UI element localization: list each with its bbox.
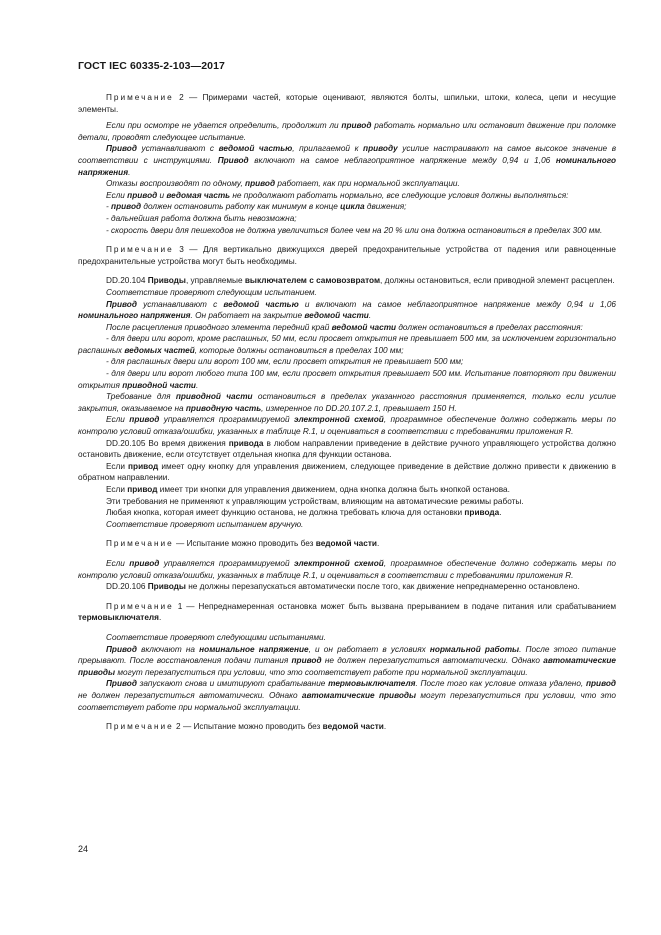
paragraph-4: Отказы воспроизводят по одному, привод работает, как при нормальной эксплуатации. — [106, 179, 460, 189]
paragraph-1: Примечание 2 — Примерами частей, которые оценивают, являются болты, шпильки, штоки, колеса, цепи и несущие элементы. — [78, 93, 616, 114]
paragraph-25: Примечание — Испытание можно проводить без ведомой части. — [106, 539, 380, 549]
paragraph-15: - для распашных двери или ворот 100 мм, если просвет открытия не превышает 500 мм; — [106, 357, 464, 367]
document-body — [78, 92, 616, 733]
paragraph-23: Любая кнопка, которая имеет функцию останова, не должна требовать ключа для остановки привода. — [106, 508, 502, 518]
paragraph-27: DD.20.106 Приводы не должны перезапускаться автоматически после того, как движение непреднамеренно остановлено. — [106, 582, 580, 592]
page-header-title: ГОСТ IEC 60335-2-103—2017 — [78, 60, 225, 72]
paragraph-13: После расцепления приводного элемента передний край ведомой части должен остановиться в пределах расстояния: — [106, 322, 583, 332]
paragraph-24: Соответствие проверяют испытанием вручную. — [106, 519, 304, 529]
paragraph-30: Привод включают на номинальное напряжение, и он работает в условиях нормальной работы. После этого питание прерывают. После восстановления подачи питания привод не должен перезапуститься автоматически. Однако автоматические приводы могут перезапуститься при условии, что это соответствует работе при нормальной эксплуатации. — [78, 644, 616, 677]
paragraph-2: Если при осмотре не удается определить, продолжит ли привод работать нормально или остановит движение при поломке детали, проводят следующее испытание. — [78, 121, 616, 142]
page-number: 24 — [78, 844, 89, 854]
paragraph-7: - дальнейшая работа должна быть невозможна; — [106, 213, 297, 223]
paragraph-3: Привод устанавливают с ведомой частью, прилагаемой к приводу усилие настраивают на самое высокое значение в соответствии с инструкциями. Привод включают на самое неблагоприятное напряжение между 0,94 и 1,06 номинального напряжения. — [78, 144, 617, 177]
paragraph-10: DD.20.104 Приводы, управляемые выключателем с самовозвратом, должны остановиться, если приводной элемент расцеплен. — [106, 276, 615, 286]
paragraph-12: Привод устанавливают с ведомой частью и включают на самое неблагоприятное напряжение между 0,94 и 1,06 номинального напряжения. Он работает на закрытие ведомой части. — [78, 299, 617, 321]
paragraph-6: - привод должен остановить работу как минимум в конце цикла движения; — [106, 202, 407, 212]
paragraph-9: Примечание 3 — Для вертикально движущихся дверей предохранительные устройства от падения или равноценные предохранительные устройства могут быть необходимы. — [78, 245, 616, 266]
paragraph-32: Примечание 2 — Испытание можно проводить без ведомой части. — [106, 722, 387, 732]
paragraph-26: Если привод управляется программируемой электронной схемой, программное обеспечение должно содержать меры по контролю условий отказа/ошибки, указанных в таблице R.1, и оцениваться в соответствии с требованиями приложения R. — [78, 558, 616, 580]
paragraph-8: - скорость двери для пешеходов не должна увеличиться более чем на 20 % или она должна остановиться в пределах 300 мм. — [106, 225, 603, 235]
paragraph-18: Если привод управляется программируемой электронной схемой, программное обеспечение должно содержать меры по контролю условий отказа/ошибки, указанных в таблице R.1, и оцениваться в соответствии с требованиями приложения R. — [78, 415, 616, 437]
paragraph-20: Если привод имеет одну кнопку для управления движением, следующее приведение в действие должно привести к движению в обратном направлении. — [78, 461, 616, 483]
paragraph-16: - для двери или ворот любого типа 100 мм, если просвет открытия превышает 500 мм. Испытание повторяют при движении открытия приводной части. — [78, 369, 616, 390]
paragraph-17: Требование для приводной части остановиться в пределах указанного расстояния применяется, только если усилие закрытия, оказываемое на приводную часть, измеренное по DD.20.107.2.1, превышает 150 Н. — [78, 392, 616, 413]
paragraph-19: DD.20.105 Во время движения привода в любом направлении приведение в действие ручного управляющего устройства должно остановить движение, если отсутствует отдельная кнопка для функции останова. — [78, 438, 616, 460]
paragraph-31: Привод запускают снова и имитируют срабатывание термовыключателя. После того как условие отказа удалено, привод не должен перезапуститься автоматически. Однако автоматические приводы могут перезапуститься при условии, что это соответствует работе при нормальной эксплуатации. — [78, 679, 616, 712]
paragraph-21: Если привод имеет три кнопки для управления движением, одна кнопка должна быть кнопкой останова. — [106, 485, 510, 494]
paragraph-11: Соответствие проверяют следующим испытанием. — [106, 287, 317, 297]
paragraph-5: Если привод и ведомая часть не продолжают работать нормально, все следующие условия должны выполняться: — [106, 190, 569, 200]
paragraph-29: Соответствие проверяют следующими испытаниями. — [106, 632, 326, 642]
paragraph-22: Эти требования не применяют к управляющим устройствам, влияющим на автоматические режимы работы. — [106, 496, 524, 506]
paragraph-28: Примечание 1 — Непреднамеренная остановка может быть вызвана прерыванием в подаче питания или срабатыванием термовыключателя. — [78, 601, 616, 623]
paragraph-14: - для двери или ворот, кроме распашных, 50 мм, если просвет открытия не превышает 500 мм, за исключением горизонтально распашных ведомых частей, которые должны остановиться в пределах 100 мм; — [78, 334, 616, 355]
